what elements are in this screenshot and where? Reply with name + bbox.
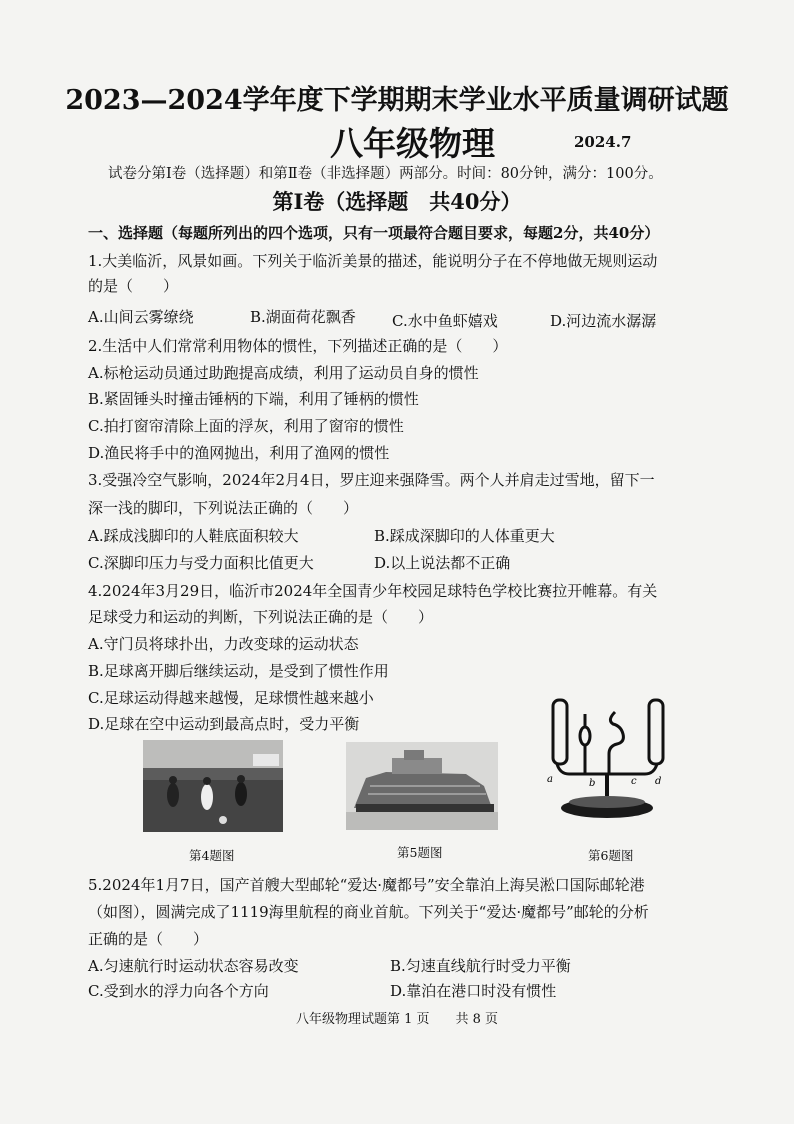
q5-option-b: B.匀速直线航行时受力平衡: [390, 957, 571, 975]
subject-title: 八年级物理: [330, 124, 495, 163]
q3-option-c: C.深脚印压力与受力面积比值更大: [88, 554, 314, 572]
exam-date: 2024.7: [574, 133, 632, 151]
q5-stem-line1: 5.2024年1月7日，国产首艘大型邮轮“爱达·魔都号”安全靠泊上海吴淞口国际邮轮港: [88, 876, 645, 894]
q1-stem-line2: 的是（ ）: [88, 277, 179, 295]
q1-option-d: D.河边流水潺潺: [550, 312, 657, 330]
page-footer: 八年级物理试题第 1 页 共 8 页: [295, 1012, 499, 1027]
football-photo: [143, 740, 283, 832]
fig5-caption: 第5题图: [397, 845, 443, 860]
fig6-caption: 第6题图: [588, 848, 634, 863]
q5-stem-line2: （如图），圆满完成了1119海里航程的商业首航。下列关于“爱达·魔都号”邮轮的分析: [88, 903, 649, 921]
q3-stem-line2: 深一浅的脚印，下列说法正确的（ ）: [88, 499, 359, 517]
apparatus-label-c: c: [631, 776, 637, 787]
q5-option-a: A.匀速航行时运动状态容易改变: [88, 957, 299, 975]
apparatus-figure: [545, 698, 670, 832]
q5-option-d: D.靠泊在港口时没有惯性: [390, 982, 557, 1000]
q2-option-d: D.渔民将手中的渔网抛出，利用了渔网的惯性: [88, 444, 390, 462]
apparatus-label-b: b: [589, 778, 596, 789]
q4-stem-line1: 4.2024年3月29日，临沂市2024年全国青少年校园足球特色学校比赛拉开帷幕。有关: [88, 582, 658, 600]
q4-option-c: C.足球运动得越来越慢，足球惯性越来越小: [88, 689, 374, 707]
exam-title: 2023—2024学年度下学期期末学业水平质量调研试题: [65, 85, 729, 116]
q2-option-c: C.拍打窗帘清除上面的浮灰，利用了窗帘的惯性: [88, 417, 404, 435]
part-title: 一、选择题（每题所列出的四个选项，只有一项最符合题目要求，每题2分，共40分）: [88, 224, 660, 242]
exam-info: 试卷分第Ⅰ卷（选择题）和第Ⅱ卷（非选择题）两部分。时间：80分钟，满分：100分。: [108, 166, 663, 182]
apparatus-label-a: a: [547, 774, 553, 785]
q5-stem-line3: 正确的是（ ）: [88, 930, 209, 948]
q1-option-b: B.湖面荷花飘香: [250, 308, 356, 326]
q3-option-d: D.以上说法都不正确: [374, 554, 511, 572]
q1-stem-line1: 1.大美临沂，风景如画。下列关于临沂美景的描述，能说明分子在不停地做无规则运动: [88, 252, 658, 270]
section-title: 第Ⅰ卷（选择题 共40分）: [272, 189, 522, 214]
q5-option-c: C.受到水的浮力向各个方向: [88, 982, 269, 1000]
q2-stem: 2.生活中人们常常利用物体的惯性，下列描述正确的是（ ）: [88, 337, 508, 355]
q2-option-b: B.紧固锤头时撞击锤柄的下端，利用了锤柄的惯性: [88, 390, 419, 408]
q4-stem-line2: 足球受力和运动的判断，下列说法正确的是（ ）: [88, 608, 434, 626]
fig4-caption: 第4题图: [189, 848, 235, 863]
q1-option-c: C.水中鱼虾嬉戏: [392, 312, 498, 330]
q1-option-a: A.山间云雾缭绕: [88, 308, 194, 326]
q3-option-b: B.踩成深脚印的人体重更大: [374, 527, 555, 545]
q3-stem-line1: 3.受强冷空气影响，2024年2月4日，罗庄迎来强降雪。两个人并肩走过雪地，留下一: [88, 471, 655, 489]
q4-option-a: A.守门员将球扑出，力改变球的运动状态: [88, 635, 359, 653]
q3-option-a: A.踩成浅脚印的人鞋底面积较大: [88, 527, 299, 545]
apparatus-label-d: d: [655, 776, 662, 787]
q2-option-a: A.标枪运动员通过助跑提高成绩，利用了运动员自身的惯性: [88, 364, 479, 382]
q4-option-d: D.足球在空中运动到最高点时，受力平衡: [88, 715, 360, 733]
q4-option-b: B.足球离开脚后继续运动，是受到了惯性作用: [88, 662, 389, 680]
cruise-ship-photo: [346, 742, 498, 830]
